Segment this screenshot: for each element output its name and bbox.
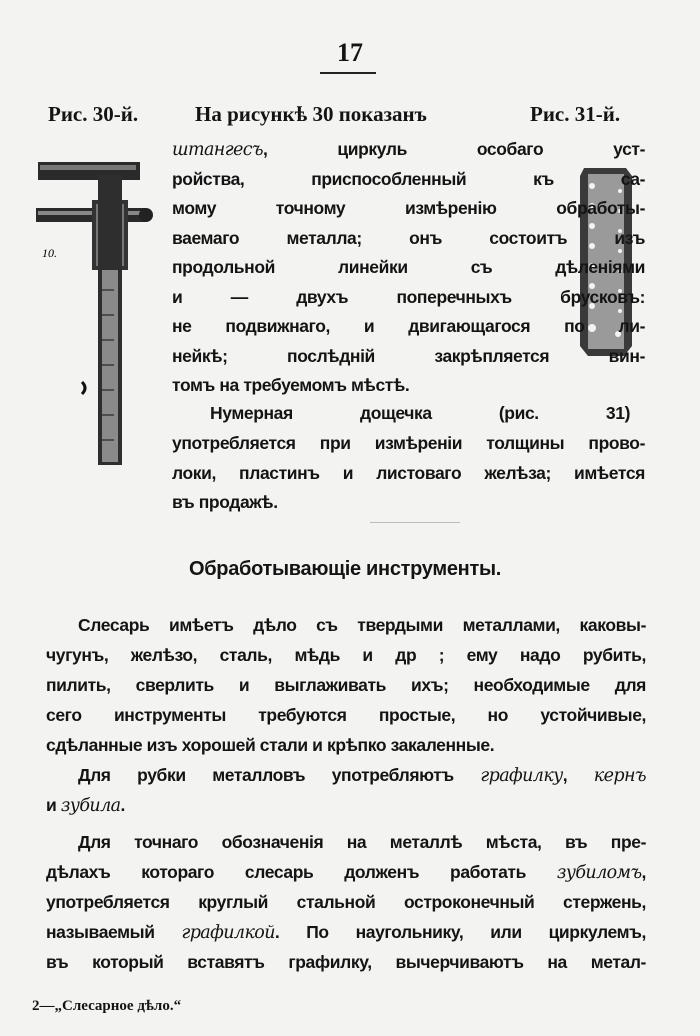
text-segment: томъ на требуемомъ мѣстѣ. bbox=[172, 375, 410, 395]
text-segment: не подвижнаго, и двигающагося по ли- bbox=[172, 316, 645, 336]
text-segment: ройства, приспособленный къ са- bbox=[172, 168, 645, 189]
text-segment: Слесарь имѣетъ дѣло съ твердыми металлами, каковы- bbox=[78, 615, 646, 635]
text-segment: въ который вставятъ графилку, вычерчиваютъ на метал- bbox=[46, 952, 646, 972]
text-line bbox=[46, 644, 646, 666]
italic-term: зубиломъ bbox=[556, 863, 642, 883]
caliper-mark-label: 10. bbox=[42, 246, 57, 260]
text-segment: пилить, сверлить и выглаживать ихъ; необходимые для bbox=[46, 675, 646, 695]
text-line bbox=[172, 227, 645, 249]
italic-term: зубила bbox=[60, 796, 121, 816]
text-line bbox=[172, 374, 645, 396]
italic-term: штангесъ bbox=[172, 140, 263, 160]
divider bbox=[370, 522, 460, 523]
text-line bbox=[46, 704, 646, 726]
text-segment: . По наугольнику, или циркулемъ, bbox=[274, 922, 646, 942]
text-segment: сдѣланные изъ хорошей стали и крѣпко закаленные. bbox=[46, 735, 495, 755]
text-segment: ваемаго металла; онъ состоитъ изъ bbox=[172, 227, 645, 248]
text-segment: сего инструменты требуются простые, но устойчивые, bbox=[46, 705, 646, 725]
intro-text: На рисункѣ 30 показанъ bbox=[195, 102, 427, 126]
figure-30-caption: Рис. 30-й. bbox=[48, 102, 139, 126]
text-segment: употребляется круглый стальной остроконечный стержень, bbox=[46, 892, 646, 912]
text-segment: чугунъ, желѣзо, сталь, мѣдь и др ; ему надо рубить, bbox=[46, 645, 646, 665]
text-segment: , bbox=[641, 862, 646, 882]
italic-term: графилкой bbox=[181, 923, 275, 943]
text-segment: употребляется при измѣреніи толщины прово- bbox=[172, 433, 645, 453]
text-line bbox=[172, 491, 645, 513]
section-heading: Обработывающіе инструменты. bbox=[189, 558, 501, 580]
italic-term: кернъ bbox=[593, 766, 646, 786]
text-line bbox=[46, 921, 646, 944]
italic-term: графилку bbox=[480, 766, 563, 786]
text-line bbox=[172, 345, 645, 367]
text-segment: Для точнаго обозначенія на металлѣ мѣста, въ пре- bbox=[78, 832, 646, 852]
text-line bbox=[172, 432, 645, 454]
page-number-rule bbox=[320, 72, 376, 74]
figure-31-caption: Рис. 31-й. bbox=[530, 102, 621, 126]
text-line bbox=[172, 138, 645, 161]
text-segment: продольной линейки съ дѣленіями bbox=[172, 257, 645, 277]
text-segment: и bbox=[46, 795, 61, 815]
text-line bbox=[172, 315, 645, 337]
text-segment: дѣлахъ котораго слесарь долженъ работать bbox=[46, 862, 557, 882]
text-line bbox=[78, 831, 646, 853]
text-line bbox=[172, 256, 645, 278]
caliper-figure bbox=[30, 160, 160, 470]
text-line bbox=[172, 286, 645, 308]
text-line bbox=[172, 197, 645, 219]
text-line: Нумерная дощечка (рис. 31) bbox=[210, 403, 630, 423]
text-line bbox=[78, 764, 646, 787]
page-number: 17 bbox=[337, 38, 363, 67]
text-line bbox=[172, 168, 645, 190]
text-line bbox=[46, 734, 646, 756]
text-segment: . bbox=[120, 795, 125, 815]
text-segment: мому точному измѣренію обработы- bbox=[172, 198, 645, 218]
text-line bbox=[78, 614, 646, 636]
text-segment: въ продажѣ. bbox=[172, 492, 278, 512]
text-segment: , bbox=[562, 765, 594, 785]
text-line bbox=[46, 951, 646, 973]
text-line bbox=[172, 462, 645, 484]
text-segment: нейкѣ; послѣдній закрѣпляется вин- bbox=[172, 345, 645, 366]
text-segment: и — двухъ поперечныхъ брусковъ: bbox=[172, 286, 645, 307]
text-segment: , циркуль особаго уст- bbox=[263, 139, 645, 159]
text-segment: называемый bbox=[46, 922, 182, 942]
text-line bbox=[46, 891, 646, 913]
text-segment: локи, пластинъ и листоваго желѣза; имѣется bbox=[172, 462, 645, 483]
page-footer: 2—„Слесарное дѣло.“ bbox=[32, 998, 182, 1014]
text-line bbox=[46, 794, 646, 817]
text-line bbox=[46, 674, 646, 696]
text-segment: Для рубки металловъ употребляютъ bbox=[78, 765, 481, 785]
text-line bbox=[46, 861, 646, 884]
